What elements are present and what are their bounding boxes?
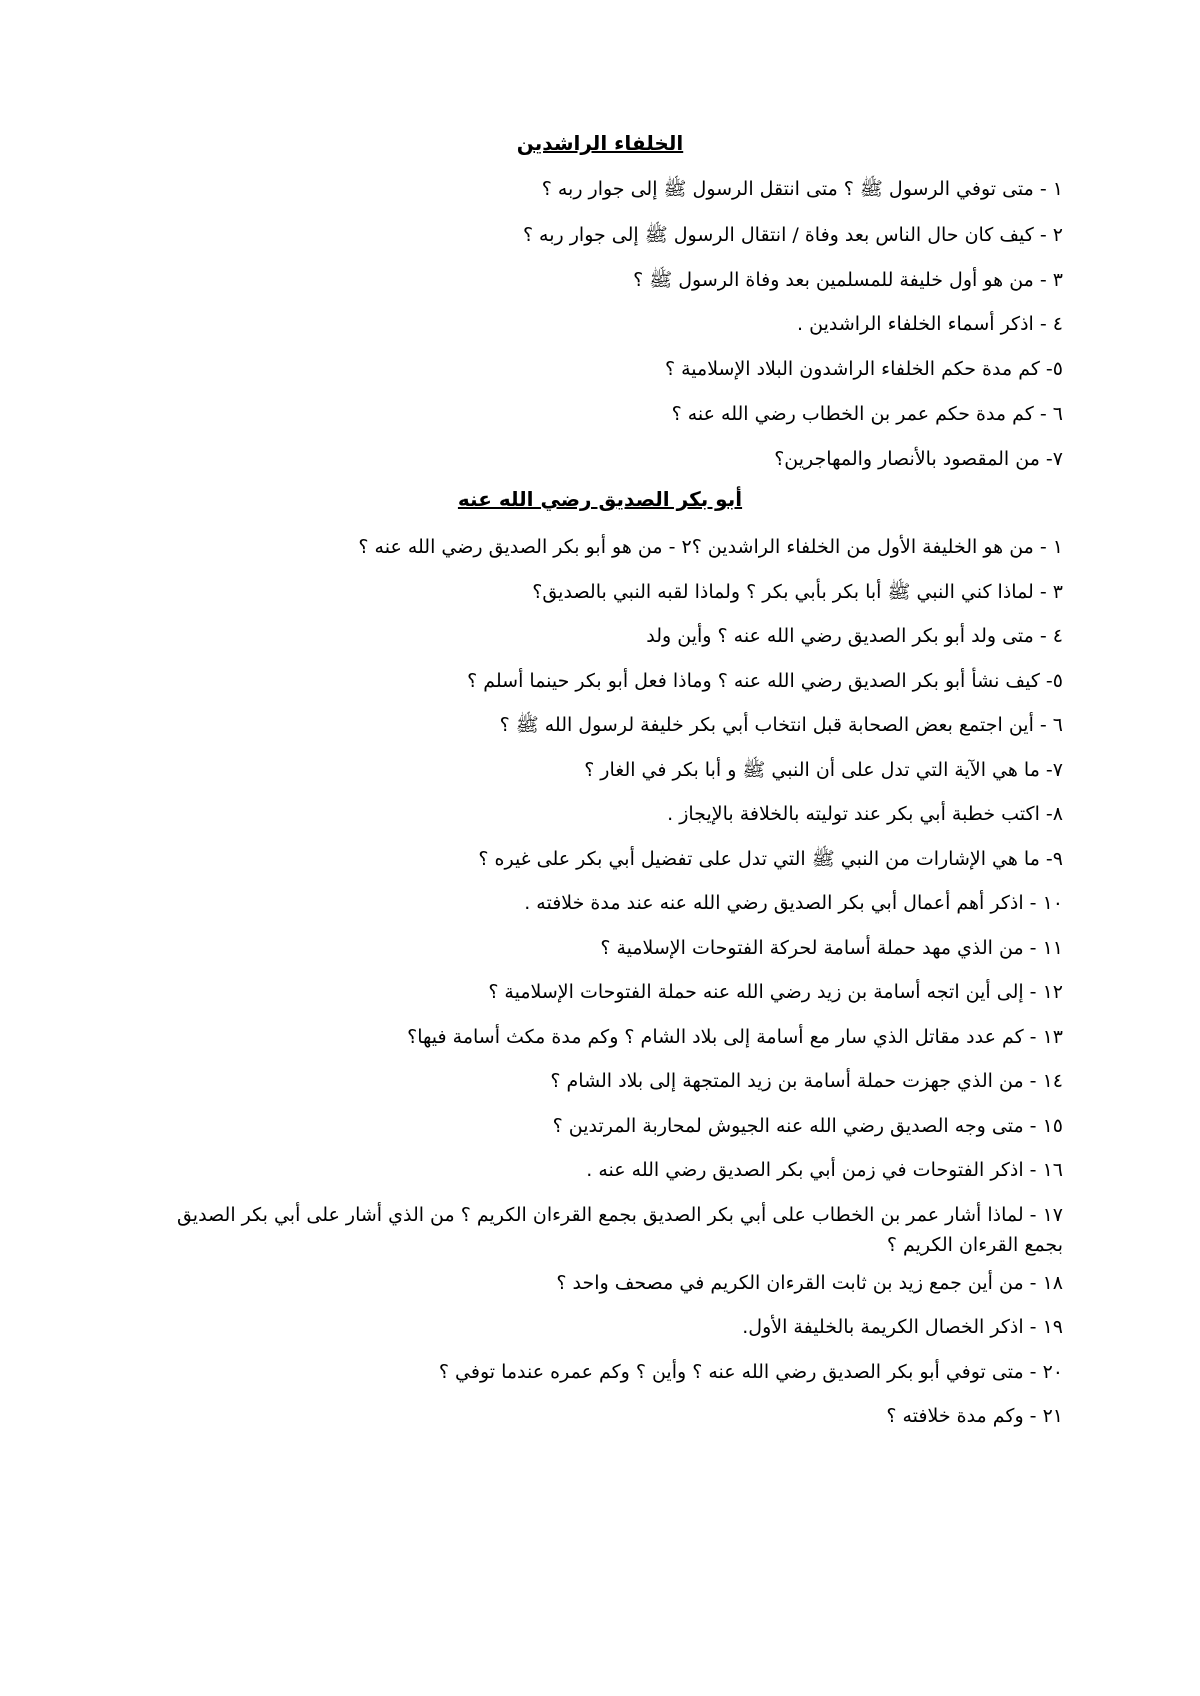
question-item: ٤ - اذكر أسماء الخلفاء الراشدين .	[797, 313, 1063, 335]
question-item: ٨- اكتب خطبة أبي بكر عند توليته بالخلافة بالإيجاز .	[667, 803, 1063, 825]
question-item: ١٩ - اذكر الخصال الكريمة بالخليفة الأول.	[742, 1316, 1063, 1338]
question-item: ٢١ - وكم مدة خلافته ؟	[886, 1405, 1063, 1427]
question-item: ٢ - كيف كان حال الناس بعد وفاة / انتقال الرسول ﷺ إلى جوار ربه ؟	[522, 224, 1063, 246]
question-item: ٥- كيف نشأ أبو بكر الصديق رضي الله عنه ؟ وماذا فعل أبو بكر حينما أسلم ؟	[467, 670, 1063, 692]
question-item: ١٦ - اذكر الفتوحات في زمن أبي بكر الصديق رضي الله عنه .	[586, 1159, 1063, 1181]
question-item: ١٨ - من أين جمع زيد بن ثابت القرءان الكريم في مصحف واحد ؟	[556, 1272, 1063, 1294]
question-item: ٣ - لماذا كني النبي ﷺ أبا بكر بأبي بكر ؟ ولماذا لقبه النبي بالصديق؟	[532, 581, 1063, 603]
question-item: ٦ - أين اجتمع بعض الصحابة قبل انتخاب أبي بكر خليفة لرسول الله ﷺ ؟	[499, 714, 1063, 736]
section-title-rightly-guided-caliphs: الخلفاء الراشدين	[516, 131, 684, 155]
section-title-abu-bakr: أبو بكر الصديق رضي الله عنه	[457, 487, 743, 511]
question-item: ١٧ - لماذا أشار عمر بن الخطاب على أبي بكر الصديق بجمع القرءان الكريم ؟ من الذي أشار على أبي بكر الصديق بجمع القرءان الكريم ؟	[176, 1204, 1063, 1256]
question-item: ١٤ - من الذي جهزت حملة أسامة بن زيد المتجهة إلى بلاد الشام ؟	[550, 1070, 1063, 1092]
question-item: ١٢ - إلى أين اتجه أسامة بن زيد رضي الله عنه حملة الفتوحات الإسلامية ؟	[488, 981, 1063, 1003]
question-item: ١ - متى توفي الرسول ﷺ ؟ متى انتقل الرسول ﷺ إلى جوار ربه ؟	[541, 178, 1063, 200]
question-item: ٥- كم مدة حكم الخلفاء الراشدون البلاد الإسلامية ؟	[664, 358, 1063, 380]
question-item: ١٣ - كم عدد مقاتل الذي سار مع أسامة إلى بلاد الشام ؟ وكم مدة مكث أسامة فيها؟	[407, 1026, 1063, 1048]
question-item: ٧- ما هي الآية التي تدل على أن النبي ﷺ و أبا بكر في الغار ؟	[584, 759, 1063, 781]
question-item: ٢٠ - متى توفي أبو بكر الصديق رضي الله عنه ؟ وأين ؟ وكم عمره عندما توفي ؟	[438, 1361, 1063, 1383]
question-item: ٧- من المقصود بالأنصار والمهاجرين؟	[774, 448, 1063, 470]
question-item: ٦ - كم مدة حكم عمر بن الخطاب رضي الله عنه ؟	[671, 403, 1063, 425]
question-item: ١٠ - اذكر أهم أعمال أبي بكر الصديق رضي الله عنه عند مدة خلافته .	[524, 892, 1063, 914]
question-item: ٣ - من هو أول خليفة للمسلمين بعد وفاة الرسول ﷺ ؟	[633, 269, 1063, 291]
question-item: ١١ - من الذي مهد حملة أسامة لحركة الفتوحات الإسلامية ؟	[600, 937, 1063, 959]
question-item: ١٥ - متى وجه الصديق رضي الله عنه الجيوش لمحاربة المرتدين ؟	[552, 1115, 1063, 1137]
question-item: ٩- ما هي الإشارات من النبي ﷺ التي تدل على تفضيل أبي بكر على غيره ؟	[478, 848, 1063, 870]
question-item: ١ - من هو الخليفة الأول من الخلفاء الراشدين ؟٢ - من هو أبو بكر الصديق رضي الله عنه ؟	[358, 536, 1063, 558]
question-item: ٤ - متى ولد أبو بكر الصديق رضي الله عنه ؟ وأين ولد	[646, 625, 1063, 647]
